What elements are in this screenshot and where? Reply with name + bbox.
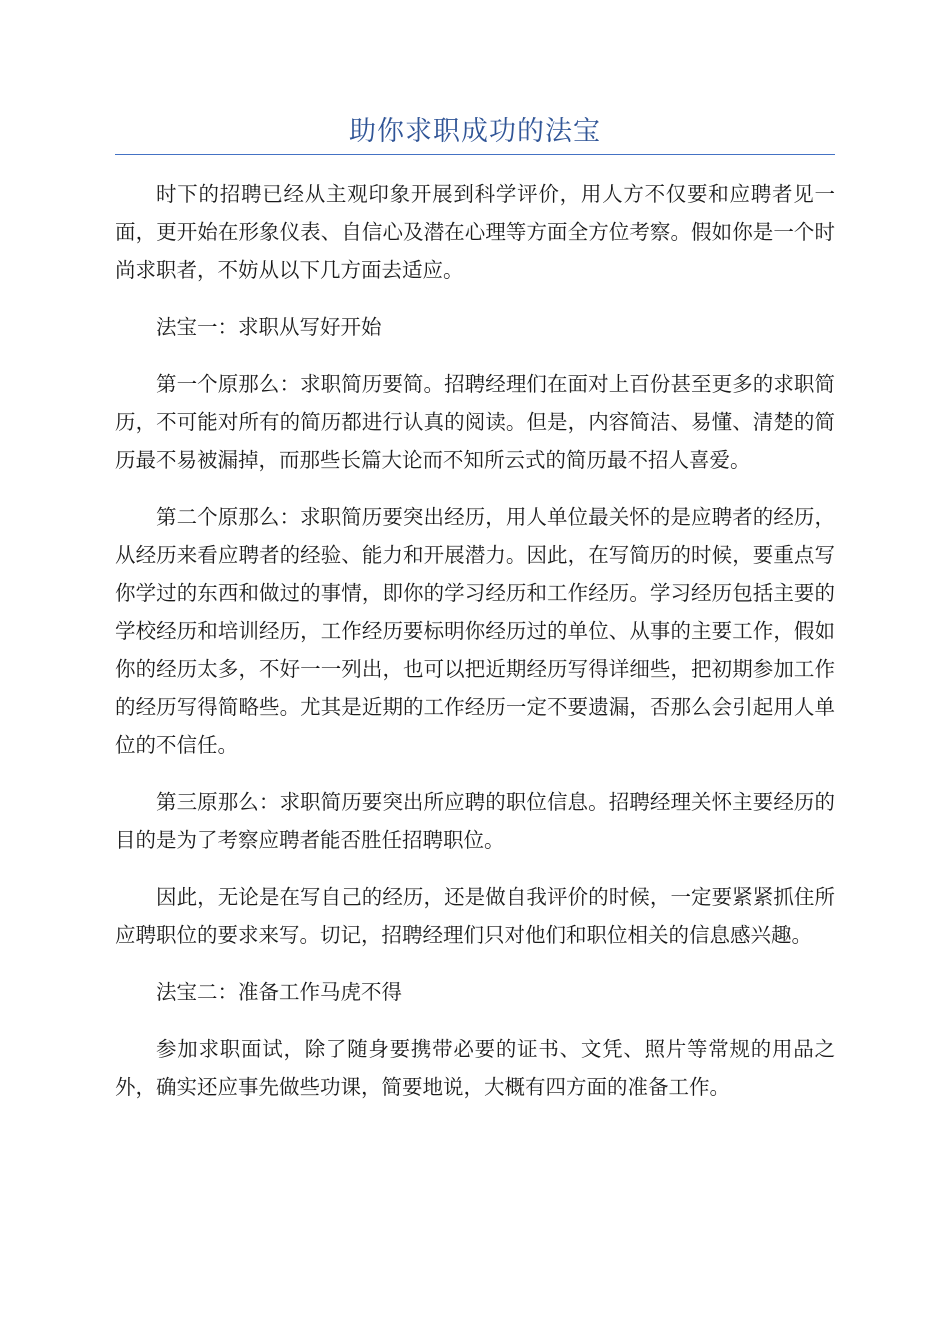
- document-body: [115, 175, 835, 1106]
- document-title: 助你求职成功的法宝: [349, 116, 601, 147]
- paragraph-preparation: 参加求职面试，除了随身要携带必要的证书、文凭、照片等常规的用品之外，确实还应事先做些功课，简要地说，大概有四方面的准备工作。: [115, 1037, 835, 1099]
- section-heading-tip-one: 法宝一：求职从写好开始: [156, 315, 382, 339]
- section-heading-tip-two: 法宝二：准备工作马虎不得: [156, 980, 402, 1004]
- paragraph-principle-one: 第一个原那么：求职简历要简。招聘经理们在面对上百份甚至更多的求职简历，不可能对所有的简历都进行认真的阅读。但是，内容简洁、易懂、清楚的简历最不易被漏掉，而那些长篇大论而不知所云式的简历最不招人喜爱。: [115, 372, 835, 472]
- paragraph-principle-two: 第二个原那么：求职简历要突出经历，用人单位最关怀的是应聘者的经历，从经历来看应聘者的经验、能力和开展潜力。因此，在写简历的时候，要重点写你学过的东西和做过的事情，即你的学习经历和工作经历。学习经历包括主要的学校经历和培训经历，工作经历要标明你经历过的单位、从事的主要工作，假如你的经历太多，不好一一列出，也可以把近期经历写得详细些，把初期参加工作的经历写得简略些。尤其是近期的工作经历一定不要遗漏，否那么会引起用人单位的不信任。: [115, 505, 835, 757]
- intro-paragraph: 时下的招聘已经从主观印象开展到科学评价，用人方不仅要和应聘者见一面，更开始在形象仪表、自信心及潜在心理等方面全方位考察。假如你是一个时尚求职者，不妨从以下几方面去适应。: [115, 182, 835, 282]
- paragraph-conclusion: 因此，无论是在写自己的经历，还是做自我评价的时候，一定要紧紧抓住所应聘职位的要求来写。切记，招聘经理们只对他们和职位相关的信息感兴趣。: [115, 885, 835, 947]
- title-underline: [115, 154, 835, 155]
- paragraph-principle-three: 第三原那么：求职简历要突出所应聘的职位信息。招聘经理关怀主要经历的目的是为了考察应聘者能否胜任招聘职位。: [115, 790, 835, 852]
